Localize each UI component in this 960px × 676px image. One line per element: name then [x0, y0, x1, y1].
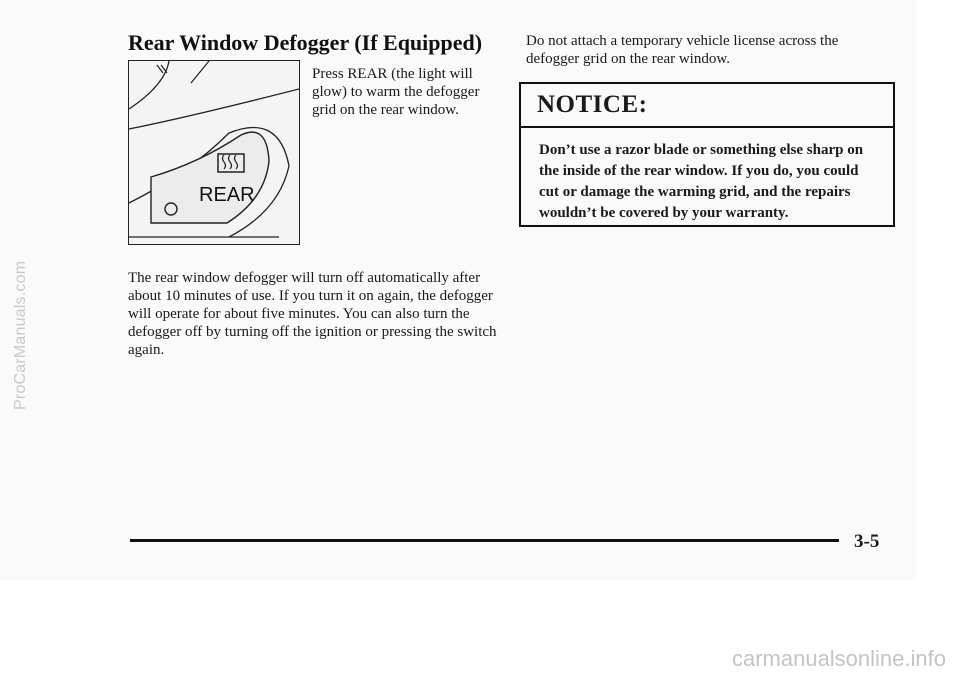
notice-body: Don’t use a razor blade or something else sharp on the inside of the rear window. If you do, you could cut or damage the warming grid, and the repairs wouldn’t be covered by your warranty. [539, 142, 864, 221]
side-watermark: ProCarManuals.com [12, 260, 29, 410]
defogger-description: The rear window defogger will turn off automatically after about 10 minutes of use. If you turn it on again, the defogger will operate for about five minutes. You can also turn the defogger off by turning off the ignition or pressing the switch again. [128, 270, 497, 358]
page-number: 3-5 [854, 531, 880, 552]
license-warning: Do not attach a temporary vehicle license across the defogger grid on the rear window. [526, 33, 839, 67]
footer-rule [130, 539, 839, 542]
defogger-button-illustration [128, 60, 300, 245]
section-heading: Rear Window Defogger (If Equipped) [128, 30, 483, 55]
notice-box [519, 82, 895, 227]
notice-title: NOTICE: [537, 91, 648, 118]
rear-button-label: REAR [199, 184, 255, 206]
notice-header [521, 84, 893, 128]
press-instructions: Press REAR (the light will glow) to warm the defogger grid on the rear window. [312, 66, 480, 118]
bottom-watermark: carmanualsonline.info [731, 646, 946, 671]
